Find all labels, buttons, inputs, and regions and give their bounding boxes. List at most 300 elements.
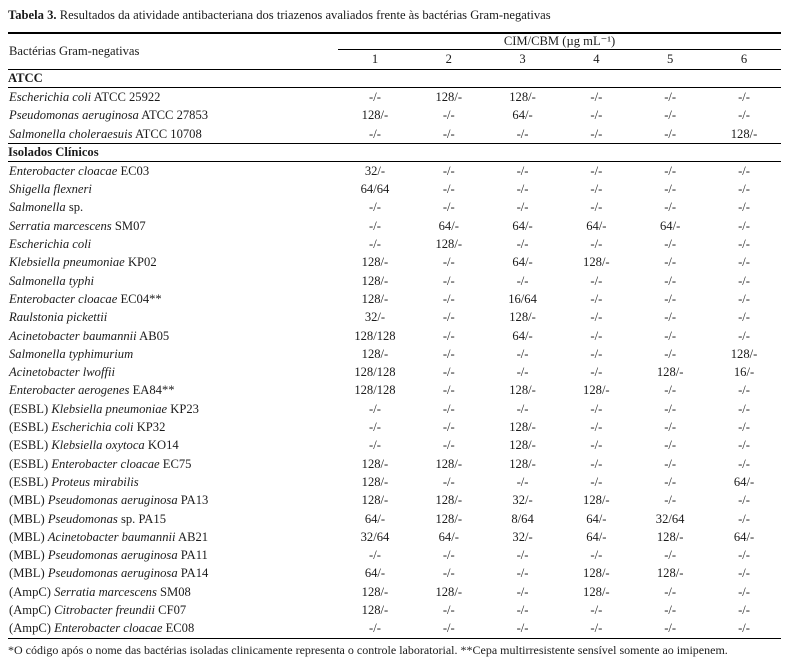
mic-mbc-value-cell: -/-: [590, 603, 603, 618]
mic-mbc-value-cell: 128/-: [730, 126, 758, 141]
mic-mbc-value-cell: -/-: [738, 182, 750, 197]
table-row: [8, 510, 781, 528]
mic-mbc-value-cell: 128/-: [509, 310, 536, 325]
table-row: [8, 345, 781, 363]
mic-mbc-value-cell: -/-: [369, 237, 381, 252]
mic-mbc-value-cell: -/-: [369, 90, 381, 104]
mic-mbc-value-cell: -/-: [516, 401, 529, 416]
strain-code: KP32: [136, 420, 166, 435]
bacteria-name-cell: [8, 528, 338, 546]
bacteria-name-cell: [8, 564, 338, 582]
table-title: [8, 8, 781, 23]
column-group-header-cim-cbm: CIM/CBM (µg mL⁻¹): [338, 33, 781, 50]
strain-code: KO14: [147, 438, 179, 453]
compound-column-header: 1: [371, 52, 379, 66]
bacteria-name-cell: [8, 400, 338, 418]
mic-mbc-value-cell: 128/128: [354, 383, 396, 398]
mic-mbc-value-cell: 128/-: [435, 237, 463, 252]
compound-column-header: 2: [445, 52, 452, 66]
table-row: [8, 546, 781, 564]
strain-code: KP02: [127, 255, 157, 270]
table-row: [8, 400, 781, 418]
resistance-class-prefix: (MBL): [9, 493, 45, 508]
mic-mbc-value-cell: -/-: [442, 401, 455, 416]
mic-mbc-value-cell: -/-: [369, 438, 381, 453]
mic-mbc-value-cell: -/-: [442, 126, 455, 141]
mic-mbc-value-cell: 32/64: [360, 529, 390, 544]
mic-mbc-value-cell: -/-: [442, 291, 455, 306]
mic-mbc-value-cell: -/-: [664, 401, 677, 416]
mic-mbc-value-cell: -/-: [590, 273, 603, 288]
strain-code: ATCC 27853: [141, 108, 209, 123]
bacteria-name-cell: [8, 235, 338, 253]
species-name: Enterobacter cloacae: [9, 163, 118, 178]
mic-mbc-value-cell: -/-: [664, 548, 677, 563]
strain-code: AB21: [177, 529, 209, 544]
species-name: Acinetobacter baumannii: [47, 529, 176, 544]
mic-mbc-value-cell: -/-: [516, 474, 529, 489]
mic-mbc-value-cell: 128/-: [509, 90, 536, 104]
antibacterial-results-table: [8, 32, 781, 639]
species-name: Acinetobacter baumannii: [9, 328, 137, 343]
bacteria-name-cell: [8, 473, 338, 491]
mic-mbc-value-cell: -/-: [442, 474, 455, 489]
mic-mbc-value-cell: 128/-: [361, 493, 389, 508]
species-name: Acinetobacter lwoffii: [9, 365, 115, 380]
column-header-bacteria: Bactérias Gram-negativas: [9, 44, 140, 58]
strain-code: PA13: [180, 493, 209, 508]
mic-mbc-value-cell: 64/-: [586, 511, 607, 526]
mic-mbc-value-cell: -/-: [516, 548, 529, 563]
mic-mbc-value-cell: -/-: [664, 621, 677, 636]
bacteria-name-cell: [8, 418, 338, 436]
mic-mbc-value-cell: 64/-: [512, 218, 533, 233]
species-name: Enterobacter aerogenes: [9, 383, 130, 398]
mic-mbc-value-cell: -/-: [442, 383, 455, 398]
species-name: Klebsiella pneumoniae: [51, 401, 168, 416]
species-name: Salmonella: [9, 200, 66, 215]
bacteria-name-cell: [8, 455, 338, 473]
species-name: Salmonella choleraesuis: [9, 126, 133, 141]
mic-mbc-value-cell: -/-: [664, 108, 677, 123]
bacteria-name-cell: [8, 510, 338, 528]
bacteria-name-cell: [8, 217, 338, 235]
table-header: [8, 33, 781, 70]
mic-mbc-value-cell: -/-: [369, 401, 381, 416]
mic-mbc-value-cell: -/-: [738, 237, 750, 252]
resistance-class-prefix: (MBL): [9, 548, 45, 563]
bacteria-name-cell: [8, 180, 338, 198]
mic-mbc-value-cell: -/-: [738, 90, 750, 104]
mic-mbc-value-cell: -/-: [664, 438, 677, 453]
resistance-class-prefix: (ESBL): [9, 401, 49, 416]
species-name: Citrobacter freundii: [54, 603, 156, 618]
mic-mbc-value-cell: -/-: [738, 255, 750, 270]
bacteria-name-cell: [8, 546, 338, 564]
mic-mbc-value-cell: 64/-: [733, 474, 755, 489]
mic-mbc-value-cell: -/-: [516, 566, 529, 581]
table-title-label: Tabela 3.: [8, 8, 57, 22]
mic-mbc-value-cell: -/-: [590, 548, 603, 563]
mic-mbc-value-cell: -/-: [738, 621, 750, 636]
species-name: Salmonella typhi: [9, 273, 94, 288]
species-name: Escherichia coli: [9, 237, 92, 252]
mic-mbc-value-cell: 128/-: [435, 511, 463, 526]
species-name: Pseudomonas aeruginosa: [47, 566, 178, 581]
table-row: [8, 381, 781, 399]
table-row: [8, 491, 781, 509]
mic-mbc-value-cell: -/-: [516, 584, 529, 599]
table-row: [8, 363, 781, 381]
mic-mbc-value-cell: -/-: [369, 218, 381, 233]
mic-mbc-value-cell: -/-: [442, 566, 455, 581]
table-row: [8, 272, 781, 290]
resistance-class-prefix: (ESBL): [9, 420, 49, 435]
strain-code: EA84**: [132, 383, 175, 398]
mic-mbc-value-cell: -/-: [738, 291, 750, 306]
mic-mbc-value-cell: -/-: [738, 584, 750, 599]
mic-mbc-value-cell: -/-: [738, 108, 750, 123]
resistance-class-prefix: (ESBL): [9, 456, 49, 471]
mic-mbc-value-cell: 128/-: [583, 383, 610, 398]
mic-mbc-value-cell: 128/-: [583, 566, 610, 581]
bacteria-name-cell: [8, 345, 338, 363]
mic-mbc-value-cell: -/-: [369, 621, 381, 636]
mic-mbc-value-cell: 128/-: [509, 438, 536, 453]
table-row: [8, 161, 781, 180]
strain-code: KP23: [170, 401, 199, 416]
mic-mbc-value-cell: 64/-: [586, 218, 607, 233]
table-row: [8, 619, 781, 638]
mic-mbc-value-cell: 32/-: [512, 529, 533, 544]
species-name: Klebsiella pneumoniae: [9, 255, 125, 270]
species-name: Klebsiella oxytoca: [51, 438, 145, 453]
bacteria-name-cell: [8, 491, 338, 509]
mic-mbc-value-cell: -/-: [516, 163, 529, 178]
mic-mbc-value-cell: -/-: [590, 401, 603, 416]
table-row: [8, 473, 781, 491]
mic-mbc-value-cell: 64/64: [360, 182, 390, 197]
mic-mbc-value-cell: -/-: [442, 420, 455, 435]
species-name: Pseudomonas aeruginosa: [9, 108, 139, 123]
species-name: Serratia marcescens: [54, 584, 157, 599]
strain-code: ATCC 25922: [93, 90, 161, 104]
resistance-class-prefix: (MBL): [9, 511, 45, 526]
table-row: [8, 327, 781, 345]
bacteria-name-cell: [8, 363, 338, 381]
mic-mbc-value-cell: -/-: [590, 90, 603, 104]
mic-mbc-value-cell: 64/-: [512, 255, 533, 270]
mic-mbc-value-cell: 128/-: [435, 584, 463, 599]
species-name: Enterobacter cloacae: [51, 456, 160, 471]
mic-mbc-value-cell: -/-: [738, 548, 750, 563]
mic-mbc-value-cell: 64/-: [364, 511, 386, 526]
mic-mbc-value-cell: -/-: [516, 182, 529, 197]
mic-mbc-value-cell: -/-: [442, 310, 455, 325]
mic-mbc-value-cell: -/-: [664, 200, 677, 215]
species-name: Pseudomonas aeruginosa: [47, 493, 178, 508]
table-row: [8, 564, 781, 582]
mic-mbc-value-cell: -/-: [664, 346, 677, 361]
mic-mbc-value-cell: 64/-: [512, 108, 533, 123]
mic-mbc-value-cell: -/-: [664, 603, 677, 618]
mic-mbc-value-cell: 128/-: [361, 291, 389, 306]
mic-mbc-value-cell: -/-: [590, 456, 603, 471]
mic-mbc-value-cell: -/-: [442, 346, 455, 361]
strain-code: AB05: [139, 328, 170, 343]
table-row: [8, 436, 781, 454]
mic-mbc-value-cell: -/-: [590, 237, 603, 252]
mic-mbc-value-cell: 128/-: [509, 420, 536, 435]
species-name: Proteus mirabilis: [51, 474, 139, 489]
table-row: [8, 217, 781, 235]
mic-mbc-value-cell: -/-: [664, 328, 677, 343]
compound-column-header: 6: [740, 52, 748, 66]
mic-mbc-value-cell: 16/-: [733, 365, 755, 380]
mic-mbc-value-cell: -/-: [442, 548, 455, 563]
mic-mbc-value-cell: -/-: [664, 493, 677, 508]
mic-mbc-value-cell: 128/-: [361, 346, 389, 361]
mic-mbc-value-cell: -/-: [442, 108, 455, 123]
mic-mbc-value-cell: 128/-: [583, 584, 610, 599]
mic-mbc-value-cell: -/-: [590, 365, 603, 380]
mic-mbc-value-cell: -/-: [738, 310, 750, 325]
table-row: [8, 601, 781, 619]
mic-mbc-value-cell: 32/-: [364, 310, 386, 325]
mic-mbc-value-cell: 64/-: [438, 529, 459, 544]
species-name: Serratia marcescens: [9, 218, 112, 233]
mic-mbc-value-cell: -/-: [442, 163, 455, 178]
mic-mbc-value-cell: -/-: [516, 126, 529, 141]
mic-mbc-value-cell: -/-: [590, 438, 603, 453]
resistance-class-prefix: (AmpC): [9, 584, 51, 599]
mic-mbc-value-cell: -/-: [738, 420, 750, 435]
table-row: [8, 125, 781, 144]
strain-code: EC08: [165, 621, 195, 636]
mic-mbc-value-cell: -/-: [590, 291, 603, 306]
mic-mbc-value-cell: -/-: [442, 621, 455, 636]
bacteria-name-cell: [8, 198, 338, 216]
strain-code: SM07: [114, 218, 146, 233]
mic-mbc-value-cell: 128/-: [583, 255, 610, 270]
mic-mbc-value-cell: -/-: [738, 603, 750, 618]
mic-mbc-value-cell: -/-: [516, 273, 529, 288]
mic-mbc-value-cell: -/-: [738, 200, 750, 215]
strain-code: SM08: [160, 584, 191, 599]
mic-mbc-value-cell: -/-: [664, 273, 677, 288]
mic-mbc-value-cell: -/-: [738, 383, 750, 398]
mic-mbc-value-cell: 128/-: [361, 584, 389, 599]
mic-mbc-value-cell: -/-: [590, 621, 603, 636]
mic-mbc-value-cell: 64/-: [733, 529, 755, 544]
mic-mbc-value-cell: 128/-: [435, 90, 463, 104]
strain-code: EC75: [162, 456, 192, 471]
mic-mbc-value-cell: 128/128: [354, 328, 396, 343]
table-row: [8, 455, 781, 473]
mic-mbc-value-cell: 64/-: [438, 218, 459, 233]
mic-mbc-value-cell: -/-: [516, 200, 529, 215]
mic-mbc-value-cell: -/-: [664, 383, 677, 398]
mic-mbc-value-cell: 128/-: [656, 566, 684, 581]
mic-mbc-value-cell: -/-: [369, 126, 381, 141]
mic-mbc-value-cell: -/-: [738, 566, 750, 581]
mic-mbc-value-cell: 128/-: [361, 273, 389, 288]
mic-mbc-value-cell: 128/-: [435, 493, 463, 508]
table-title-text: Resultados da atividade antibacteriana dos triazenos avaliados frente às bactérias Gram-negativas: [59, 8, 551, 22]
mic-mbc-value-cell: -/-: [664, 90, 677, 104]
section-header-row: [8, 70, 781, 88]
mic-mbc-value-cell: -/-: [516, 346, 529, 361]
strain-code: EC03: [120, 163, 150, 178]
species-name: Raulstonia pickettii: [9, 310, 108, 325]
strain-code: PA14: [180, 566, 209, 581]
mic-mbc-value-cell: -/-: [369, 200, 381, 215]
mic-mbc-value-cell: -/-: [664, 255, 677, 270]
table-row: [8, 106, 781, 124]
table-footnote: *O código após o nome das bactérias isoladas clinicamente representa o controle laboratorial. **Cepa multirresistente sensível somente ao imipenem.: [8, 642, 728, 657]
mic-mbc-value-cell: 128/-: [509, 456, 536, 471]
species-name: Escherichia coli: [51, 420, 134, 435]
mic-mbc-value-cell: -/-: [738, 438, 750, 453]
resistance-class-prefix: (MBL): [9, 566, 45, 581]
mic-mbc-value-cell: 128/-: [435, 456, 463, 471]
mic-mbc-value-cell: -/-: [738, 511, 750, 526]
mic-mbc-value-cell: -/-: [442, 200, 455, 215]
table-row: [8, 88, 781, 107]
bacteria-name-cell: [8, 308, 338, 326]
mic-mbc-value-cell: 128/-: [361, 108, 389, 123]
mic-mbc-value-cell: -/-: [369, 420, 381, 435]
mic-mbc-value-cell: -/-: [664, 310, 677, 325]
bacteria-name-cell: [8, 436, 338, 454]
mic-mbc-value-cell: 32/-: [364, 163, 386, 178]
mic-mbc-value-cell: -/-: [516, 621, 529, 636]
mic-mbc-value-cell: 128/-: [361, 456, 389, 471]
mic-mbc-value-cell: 8/64: [511, 511, 534, 526]
mic-mbc-value-cell: -/-: [738, 218, 750, 233]
bacteria-name-cell: [8, 619, 338, 638]
bacteria-name-cell: [8, 327, 338, 345]
mic-mbc-value-cell: 128/-: [583, 493, 610, 508]
mic-mbc-value-cell: 128/-: [656, 529, 684, 544]
section-header-row: [8, 143, 781, 161]
species-name: Pseudomonas: [47, 511, 118, 526]
strain-code: PA11: [180, 548, 208, 563]
bacteria-name-cell: [8, 161, 338, 180]
species-name: Salmonella typhimurium: [9, 346, 134, 361]
mic-mbc-value-cell: 128/-: [656, 365, 684, 380]
compound-column-header: 3: [519, 52, 526, 66]
mic-mbc-value-cell: -/-: [664, 182, 677, 197]
mic-mbc-value-cell: -/-: [442, 182, 455, 197]
mic-mbc-value-cell: 128/-: [361, 474, 389, 489]
mic-mbc-value-cell: -/-: [664, 420, 677, 435]
bacteria-name-cell: [8, 272, 338, 290]
table-row: [8, 235, 781, 253]
mic-mbc-value-cell: 32/-: [512, 493, 533, 508]
mic-mbc-value-cell: -/-: [590, 328, 603, 343]
mic-mbc-value-cell: -/-: [369, 548, 381, 563]
mic-mbc-value-cell: -/-: [442, 603, 455, 618]
resistance-class-prefix: (MBL): [9, 529, 45, 544]
table-row: [8, 418, 781, 436]
mic-mbc-value-cell: -/-: [516, 237, 529, 252]
mic-mbc-value-cell: -/-: [738, 493, 750, 508]
mic-mbc-value-cell: -/-: [590, 474, 603, 489]
mic-mbc-value-cell: -/-: [442, 328, 455, 343]
table-row: [8, 180, 781, 198]
bacteria-name-cell: [8, 253, 338, 271]
bacteria-name-cell: [8, 88, 338, 107]
resistance-class-prefix: (AmpC): [9, 603, 51, 618]
mic-mbc-value-cell: -/-: [590, 310, 603, 325]
mic-mbc-value-cell: 64/-: [512, 328, 533, 343]
bacteria-name-cell: [8, 290, 338, 308]
mic-mbc-value-cell: -/-: [590, 126, 603, 141]
bacteria-name-cell: [8, 381, 338, 399]
mic-mbc-value-cell: -/-: [664, 291, 677, 306]
mic-mbc-value-cell: -/-: [738, 401, 750, 416]
mic-mbc-value-cell: -/-: [664, 163, 677, 178]
mic-mbc-value-cell: 64/-: [586, 529, 607, 544]
table-row: [8, 290, 781, 308]
strain-code: CF07: [158, 603, 187, 618]
resistance-class-prefix: (AmpC): [9, 621, 51, 636]
mic-mbc-value-cell: -/-: [590, 163, 603, 178]
compound-column-header: 4: [593, 52, 600, 66]
mic-mbc-value-cell: -/-: [590, 346, 603, 361]
mic-mbc-value-cell: -/-: [590, 420, 603, 435]
mic-mbc-value-cell: -/-: [590, 108, 603, 123]
mic-mbc-value-cell: 64/-: [660, 218, 681, 233]
mic-mbc-value-cell: 32/64: [655, 511, 685, 526]
species-name: Enterobacter cloacae: [9, 291, 118, 306]
mic-mbc-value-cell: -/-: [664, 474, 677, 489]
bacteria-name-cell: [8, 601, 338, 619]
mic-mbc-value-cell: -/-: [738, 273, 750, 288]
mic-mbc-value-cell: 16/64: [508, 291, 537, 306]
mic-mbc-value-cell: -/-: [664, 126, 677, 141]
species-name: Escherichia coli: [9, 90, 92, 104]
table-row: [8, 198, 781, 216]
mic-mbc-value-cell: -/-: [664, 584, 677, 599]
strain-code: sp.: [68, 200, 84, 215]
table-body: [8, 70, 781, 639]
resistance-class-prefix: (ESBL): [9, 438, 49, 453]
mic-mbc-value-cell: -/-: [442, 365, 455, 380]
bacteria-name-cell: [8, 125, 338, 144]
bacteria-name-cell: [8, 106, 338, 124]
mic-mbc-value-cell: -/-: [516, 603, 529, 618]
mic-mbc-value-cell: -/-: [442, 255, 455, 270]
section-label: Isolados Clínicos: [8, 143, 781, 161]
table-row: [8, 253, 781, 271]
mic-mbc-value-cell: -/-: [664, 456, 677, 471]
mic-mbc-value-cell: -/-: [738, 163, 750, 178]
mic-mbc-value-cell: 64/-: [364, 566, 386, 581]
mic-mbc-value-cell: -/-: [738, 456, 750, 471]
mic-mbc-value-cell: 128/-: [361, 255, 389, 270]
mic-mbc-value-cell: -/-: [442, 273, 455, 288]
strain-code: ATCC 10708: [134, 126, 202, 141]
strain-code: sp. PA15: [120, 511, 166, 526]
mic-mbc-value-cell: -/-: [590, 200, 603, 215]
mic-mbc-value-cell: -/-: [590, 182, 603, 197]
compound-column-header: 5: [667, 52, 674, 66]
table-row: [8, 308, 781, 326]
species-name: Shigella flexneri: [9, 182, 92, 197]
table-row: [8, 528, 781, 546]
